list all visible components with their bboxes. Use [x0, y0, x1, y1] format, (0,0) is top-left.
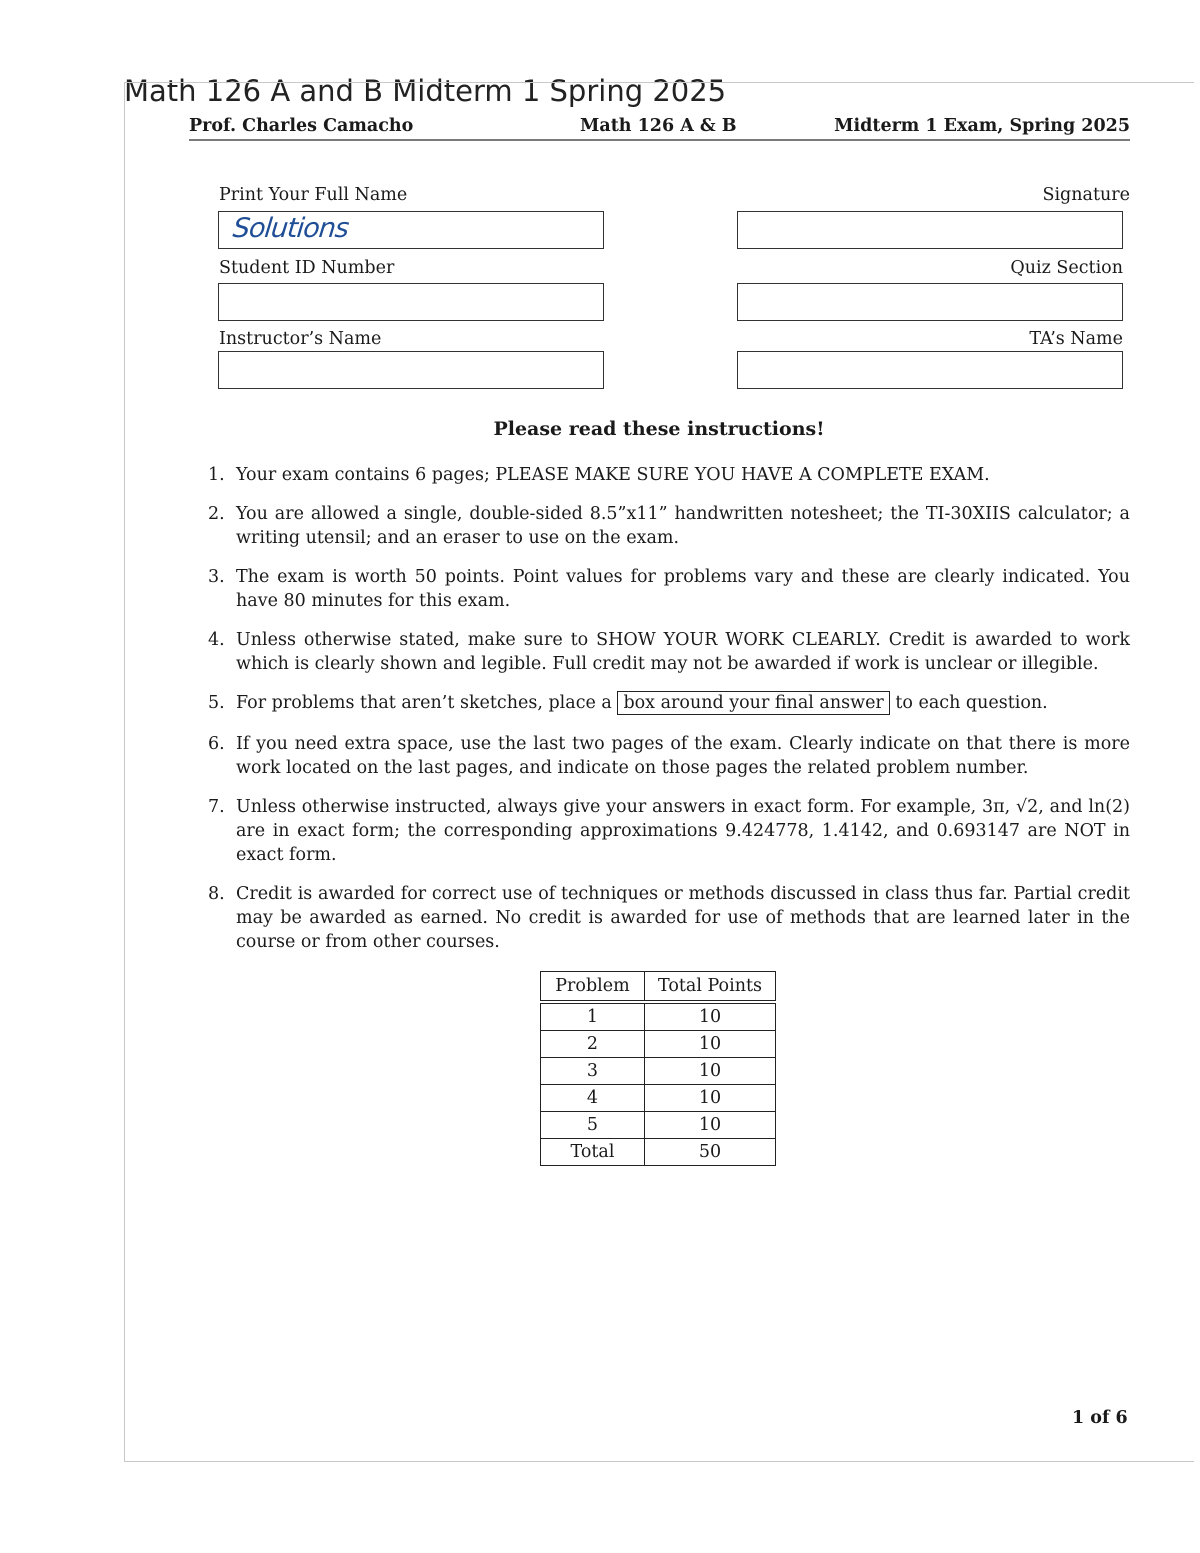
quiz-section-label: Quiz Section: [1010, 258, 1123, 278]
header-professor: Prof. Charles Camacho: [189, 116, 414, 136]
quiz-section-field[interactable]: [737, 283, 1123, 321]
instruction-item: 7. Unless otherwise instructed, always give your answers in exact form. For example, 3π, √2, and ln(2) are in exact form; the corresponding approximations 9.424778, 1.4142, and 0.693147 are NOT in exact form.: [208, 797, 1130, 865]
problem-cell: 2: [541, 1031, 645, 1058]
points-cell: 10: [645, 1085, 776, 1112]
table-row: [541, 1002, 776, 1031]
instruction-item: 6. If you need extra space, use the last two pages of the exam. Clearly indicate on that there is more work located on the last pages, and indicate on those pages the related problem number.: [208, 734, 1130, 778]
table-header-row: [541, 972, 776, 1003]
instruction-item: 2. You are allowed a single, double-sided 8.5”x11” handwritten notesheet; the TI-30XIIS calculator; a writing utensil; and an eraser to use on the exam.: [208, 504, 1130, 548]
points-cell: 10: [645, 1112, 776, 1139]
points-cell: 50: [645, 1139, 776, 1166]
column-header: Total Points: [645, 972, 776, 1003]
table-row: [541, 1031, 776, 1058]
student-id-field[interactable]: [218, 283, 604, 321]
table-row: [541, 1112, 776, 1139]
points-cell: 10: [645, 1002, 776, 1031]
problem-cell: 4: [541, 1085, 645, 1112]
instructor-name-field[interactable]: [218, 351, 604, 389]
signature-field[interactable]: [737, 211, 1123, 249]
points-table: [540, 971, 776, 1166]
header-exam: Midterm 1 Exam, Spring 2025: [834, 116, 1130, 136]
problem-cell: 3: [541, 1058, 645, 1085]
page-number: 1 of 6: [1072, 1408, 1128, 1428]
full-name-label: Print Your Full Name: [219, 185, 408, 205]
table-row: [541, 1139, 776, 1166]
signature-label: Signature: [1042, 185, 1130, 205]
problem-cell: 1: [541, 1002, 645, 1031]
instruction-item: 5. For problems that aren’t sketches, place a box around your final answer to each question.: [208, 693, 1048, 713]
student-id-label: Student ID Number: [219, 258, 395, 278]
problem-cell: 5: [541, 1112, 645, 1139]
table-row: [541, 1085, 776, 1112]
header-course: Math 126 A & B: [580, 116, 737, 136]
instruction-item: 1. Your exam contains 6 pages; PLEASE MAKE SURE YOU HAVE A COMPLETE EXAM.: [208, 465, 990, 485]
points-cell: 10: [645, 1058, 776, 1085]
full-name-value: Solutions: [231, 213, 350, 244]
instruction-item: 3. The exam is worth 50 points. Point values for problems vary and these are clearly indicated. You have 80 minutes for this exam.: [208, 567, 1130, 611]
ta-name-field[interactable]: [737, 351, 1123, 389]
instruction-item: 8. Credit is awarded for correct use of techniques or methods discussed in class thus far. Partial credit may be awarded as earned. No credit is awarded for use of methods that are learned later in the course or from other courses.: [208, 884, 1130, 952]
instructor-name-label: Instructor’s Name: [219, 329, 382, 349]
boxed-answer-example: box around your final answer: [617, 691, 889, 715]
instructions-list: [208, 463, 1130, 969]
instructions-title: Please read these instructions!: [493, 418, 825, 440]
instruction-item: 4. Unless otherwise stated, make sure to SHOW YOUR WORK CLEARLY. Credit is awarded to work which is clearly shown and legible. Full credit may not be awarded if work is unclear or illegible.: [208, 630, 1130, 674]
table-row: [541, 1058, 776, 1085]
problem-cell: Total: [541, 1139, 645, 1166]
points-cell: 10: [645, 1031, 776, 1058]
column-header: Problem: [541, 972, 645, 1003]
document-title: Math 126 A and B Midterm 1 Spring 2025: [124, 74, 727, 108]
ta-name-label: TA’s Name: [1029, 329, 1123, 349]
header-rule: [189, 139, 1130, 141]
